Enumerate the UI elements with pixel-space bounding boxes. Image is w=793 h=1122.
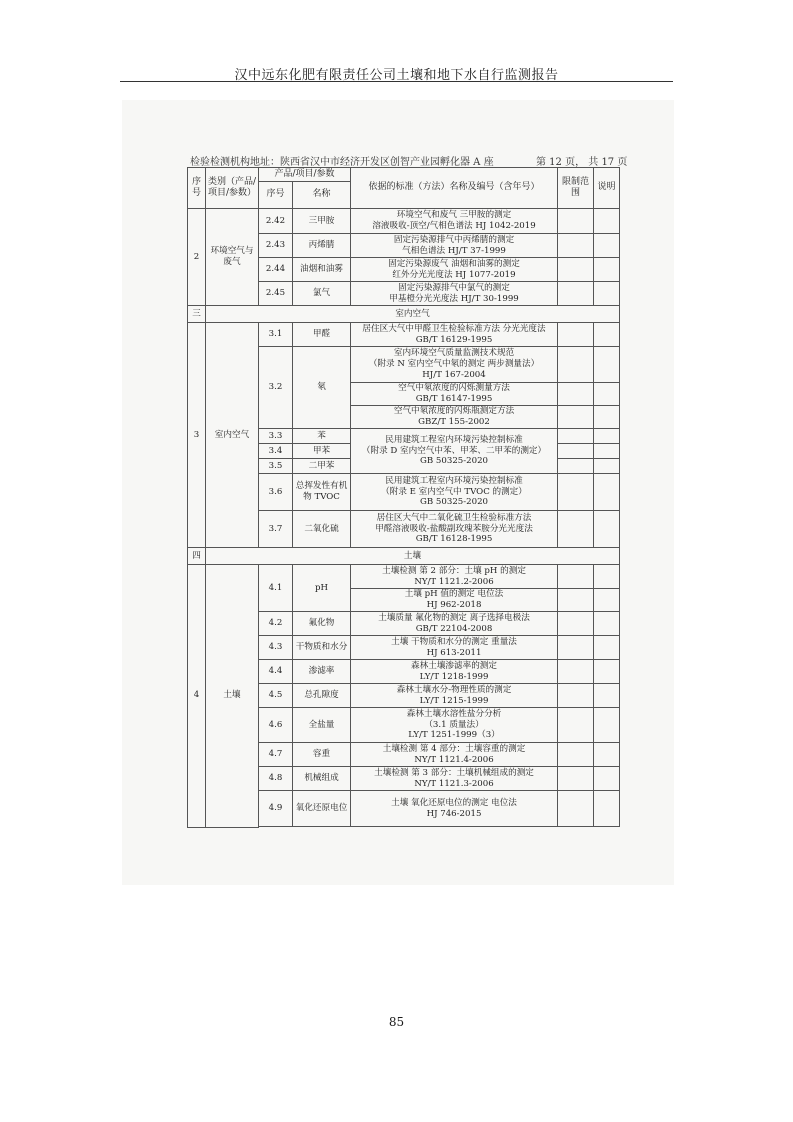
item-name: 干物质和水分 <box>293 636 351 660</box>
test-methods-table <box>187 167 620 828</box>
section-row <box>188 306 620 323</box>
limit-cell <box>558 743 594 767</box>
item-no: 4.8 <box>259 767 293 791</box>
limit-cell <box>558 459 594 474</box>
limit-cell <box>558 612 594 636</box>
item-standard: 土壤 pH 值的测定 电位法 HJ 962-2018 <box>351 589 558 612</box>
group-seq: 4 <box>188 565 206 828</box>
note-cell <box>594 459 620 474</box>
note-cell <box>594 258 620 282</box>
header-seq: 序号 <box>188 168 206 209</box>
limit-cell <box>558 323 594 347</box>
item-standard: 土壤检测 第 4 部分：土壤容重的测定 NY/T 1121.4-2006 <box>351 743 558 767</box>
item-standard: 民用建筑工程室内环境污染控制标准 （附录 D 室内空气中苯、甲苯、二甲苯的测定） GB 50325-2020 <box>351 429 558 474</box>
note-cell <box>594 767 620 791</box>
item-standard: 土壤 干物质和水分的测定 重量法 HJ 613-2011 <box>351 636 558 660</box>
table-row <box>188 209 620 234</box>
note-cell <box>594 791 620 827</box>
item-no: 2.42 <box>259 209 293 234</box>
note-cell <box>594 660 620 684</box>
group-category: 土壤 <box>206 565 259 828</box>
page-info: 第 12 页， 共 17 页 <box>536 157 628 168</box>
limit-cell <box>558 444 594 459</box>
item-name: 丙烯腈 <box>293 234 351 258</box>
item-name: 全盐量 <box>293 708 351 743</box>
item-standard: 固定污染源排气中丙烯腈的测定 气相色谱法 HJ/T 37-1999 <box>351 234 558 258</box>
item-no: 4.9 <box>259 791 293 827</box>
limit-cell <box>558 234 594 258</box>
note-cell <box>594 743 620 767</box>
note-cell <box>594 589 620 612</box>
limit-cell <box>558 511 594 548</box>
item-no: 4.4 <box>259 660 293 684</box>
report-title: 汉中远东化肥有限责任公司土壤和地下水自行监测报告 <box>234 68 559 83</box>
note-cell <box>594 406 620 429</box>
header-category: 类别（产品/项目/参数） <box>206 168 259 209</box>
item-standard: 空气中氡浓度的闪烁测量方法 GB/T 16147-1995 <box>351 383 558 406</box>
item-no: 4.3 <box>259 636 293 660</box>
header-divider <box>120 81 673 82</box>
note-cell <box>594 429 620 444</box>
table-row <box>188 565 620 589</box>
header-note: 说明 <box>594 168 620 209</box>
section-row <box>188 548 620 565</box>
item-no: 2.45 <box>259 282 293 306</box>
spacer-cell <box>293 827 351 828</box>
note-cell <box>594 347 620 383</box>
limit-cell <box>558 767 594 791</box>
limit-cell <box>558 636 594 660</box>
item-standard: 居住区大气中甲醛卫生检验标准方法 分光光度法 GB/T 16129-1995 <box>351 323 558 347</box>
item-no: 4.2 <box>259 612 293 636</box>
item-name: pH <box>293 565 351 612</box>
limit-cell <box>558 347 594 383</box>
item-name: 渗滤率 <box>293 660 351 684</box>
item-standard: 固定污染源排气中氯气的测定 甲基橙分光光度法 HJ/T 30-1999 <box>351 282 558 306</box>
item-name: 氡 <box>293 347 351 429</box>
note-cell <box>594 474 620 511</box>
limit-cell <box>558 589 594 612</box>
item-name: 油烟和油雾 <box>293 258 351 282</box>
limit-cell <box>558 791 594 827</box>
note-cell <box>594 612 620 636</box>
item-standard: 环境空气和废气 三甲胺的测定 溶液吸收-顶空/气相色谱法 HJ 1042-2019 <box>351 209 558 234</box>
limit-cell <box>558 660 594 684</box>
note-cell <box>594 444 620 459</box>
limit-cell <box>558 209 594 234</box>
item-standard: 森林土壤水分-物理性质的测定 LY/T 1215-1999 <box>351 684 558 708</box>
item-no: 3.4 <box>259 444 293 459</box>
item-standard: 民用建筑工程室内环境污染控制标准 （附录 E 室内空气中 TVOC 的测定） GB 50325-2020 <box>351 474 558 511</box>
item-name: 二氧化硫 <box>293 511 351 548</box>
note-cell <box>594 708 620 743</box>
item-standard: 室内环境空气质量监测技术规范 （附录 N 室内空气中氡的测定 两步测量法） HJ/T 167-2004 <box>351 347 558 383</box>
item-no: 3.1 <box>259 323 293 347</box>
item-standard: 空气中氡浓度的闪烁瓶测定方法 GBZ/T 155-2002 <box>351 406 558 429</box>
group-category: 室内空气 <box>206 323 259 548</box>
item-no: 2.44 <box>259 258 293 282</box>
item-no: 3.7 <box>259 511 293 548</box>
note-cell <box>594 383 620 406</box>
note-cell <box>594 209 620 234</box>
spacer-cell <box>594 827 620 828</box>
group-seq: 2 <box>188 209 206 306</box>
limit-cell <box>558 684 594 708</box>
item-no: 4.6 <box>259 708 293 743</box>
spacer-cell <box>259 827 293 828</box>
section-seq: 三 <box>188 306 206 323</box>
group-category: 环境空气与废气 <box>206 209 259 306</box>
limit-cell <box>558 258 594 282</box>
item-name: 氧化还原电位 <box>293 791 351 827</box>
item-no: 3.5 <box>259 459 293 474</box>
item-name: 氯气 <box>293 282 351 306</box>
item-name: 甲醛 <box>293 323 351 347</box>
section-seq: 四 <box>188 548 206 565</box>
item-name: 容重 <box>293 743 351 767</box>
limit-cell <box>558 383 594 406</box>
item-standard: 土壤检测 第 3 部分：土壤机械组成的测定 NY/T 1121.3-2006 <box>351 767 558 791</box>
lab-address: 检验检测机构地址：陕西省汉中市经济开发区创智产业园孵化器 A 座 <box>190 157 494 168</box>
spacer-cell <box>558 827 594 828</box>
note-cell <box>594 636 620 660</box>
item-name: 氟化物 <box>293 612 351 636</box>
item-name: 甲苯 <box>293 444 351 459</box>
spacer-cell <box>351 827 558 828</box>
note-cell <box>594 511 620 548</box>
item-no: 2.43 <box>259 234 293 258</box>
item-no: 4.7 <box>259 743 293 767</box>
item-no: 3.2 <box>259 347 293 429</box>
note-cell <box>594 323 620 347</box>
header-limit: 限制范围 <box>558 168 594 209</box>
limit-cell <box>558 565 594 589</box>
item-no: 3.3 <box>259 429 293 444</box>
item-standard: 居住区大气中二氧化硫卫生检验标准方法 甲醛溶液吸收-盐酸副玫瑰苯胺分光光度法 GB/T 16128-1995 <box>351 511 558 548</box>
item-no: 4.5 <box>259 684 293 708</box>
table-row <box>188 323 620 347</box>
limit-cell <box>558 282 594 306</box>
item-name: 总孔隙度 <box>293 684 351 708</box>
item-standard: 森林土壤水溶性盐分分析 （3.1 质量法） LY/T 1251-1999（3） <box>351 708 558 743</box>
item-standard: 土壤检测 第 2 部分：土壤 pH 的测定 NY/T 1121.2-2006 <box>351 565 558 589</box>
limit-cell <box>558 708 594 743</box>
note-cell <box>594 282 620 306</box>
header-name: 名称 <box>293 182 351 209</box>
group-seq: 3 <box>188 323 206 548</box>
limit-cell <box>558 429 594 444</box>
limit-cell <box>558 406 594 429</box>
item-standard: 土壤质量 氟化物的测定 离子选择电极法 GB/T 22104-2008 <box>351 612 558 636</box>
note-cell <box>594 565 620 589</box>
item-name: 总挥发性有机物 TVOC <box>293 474 351 511</box>
item-standard: 森林土壤渗滤率的测定 LY/T 1218-1999 <box>351 660 558 684</box>
item-standard: 土壤 氧化还原电位的测定 电位法 HJ 746-2015 <box>351 791 558 827</box>
header-group: 产品/项目/参数 <box>259 168 351 182</box>
section-title: 土壤 <box>206 548 620 565</box>
item-standard: 固定污染源废气 油烟和油雾的测定 红外分光光度法 HJ 1077-2019 <box>351 258 558 282</box>
limit-cell <box>558 474 594 511</box>
item-name: 苯 <box>293 429 351 444</box>
header-sub-seq: 序号 <box>259 182 293 209</box>
note-cell <box>594 234 620 258</box>
item-name: 三甲胺 <box>293 209 351 234</box>
note-cell <box>594 684 620 708</box>
page-number: 85 <box>388 1015 405 1029</box>
item-name: 机械组成 <box>293 767 351 791</box>
item-no: 4.1 <box>259 565 293 612</box>
header-standard: 依据的标准（方法）名称及编号（含年号） <box>351 168 558 209</box>
item-no: 3.6 <box>259 474 293 511</box>
item-name: 二甲苯 <box>293 459 351 474</box>
section-title: 室内空气 <box>206 306 620 323</box>
